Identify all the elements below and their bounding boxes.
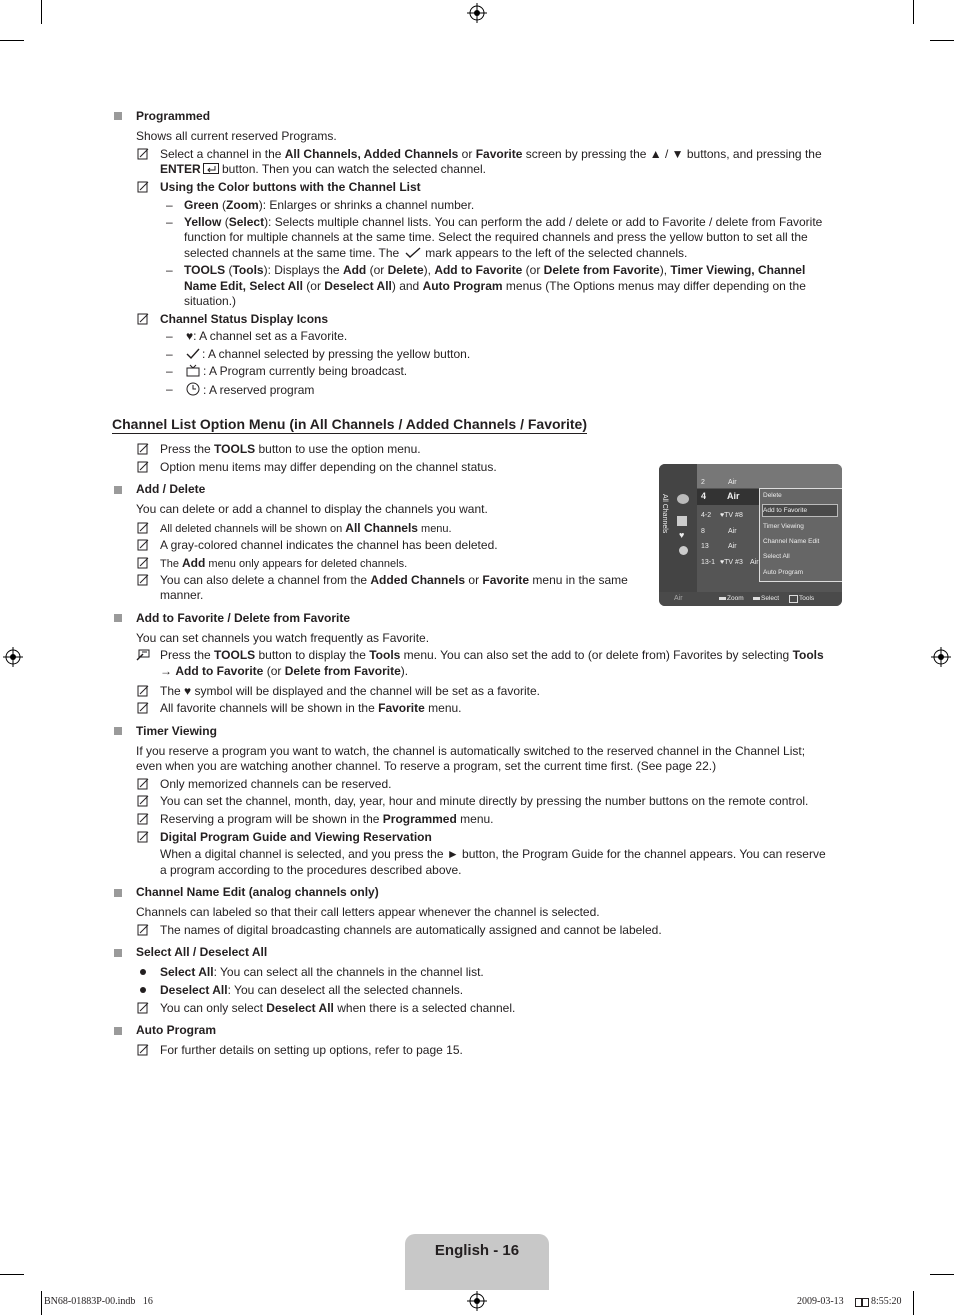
note-icon [137, 813, 149, 825]
osd-footer-tools: Tools [799, 595, 815, 602]
auto-program-note-1: For further details on setting up options, refer to page 15. [160, 1043, 463, 1057]
crop-mark [930, 1274, 954, 1275]
note-icon [137, 924, 149, 936]
osd-footer-zoom: Zoom [727, 595, 744, 602]
text-run: ( [225, 263, 233, 277]
note-icon [137, 1044, 149, 1056]
dash-bullet: – [166, 347, 173, 361]
osd-menu-item: Timer Viewing [763, 523, 804, 530]
status-reserved: : A reserved program [186, 382, 314, 398]
crop-mark [0, 1274, 24, 1275]
note-icon [137, 313, 149, 325]
add-delete-title: Add / Delete [136, 482, 206, 496]
add-delete-note-2: A gray-colored channel indicates the channel has been deleted. [160, 538, 498, 552]
channel-list-osd [659, 464, 842, 606]
text-run: menu. You can also set the add to (or delete from) Favorites by selecting [400, 648, 793, 662]
add-channel-icon [677, 516, 687, 526]
add-delete-note-1: All deleted channels will be shown on All Channels menu. [160, 521, 452, 535]
text-run: Tools [232, 263, 264, 277]
osd-menu-item: Channel Name Edit [763, 538, 820, 545]
osd-row-num: 2 [701, 479, 705, 486]
osd-menu-item: Delete [763, 492, 782, 499]
add-delete-desc: You can delete or add a channel to display the channels you want. [136, 502, 488, 516]
osd-row-name: ♥TV #8 [720, 512, 743, 519]
osd-row-name: ♥TV #3 [720, 559, 743, 566]
osd-footer-select: Select [761, 595, 780, 602]
osd-row-num: 4 [701, 491, 707, 501]
tools-note-icon [136, 649, 150, 661]
add-delete-note-4-line2: manner. [160, 588, 204, 602]
square-bullet-icon [114, 486, 122, 494]
crop-mark [930, 40, 954, 41]
text-run: Timer Viewing, Channel [670, 263, 806, 277]
option-menu-heading: Channel List Option Menu (in All Channels / Added Channels / Favorite) [112, 416, 587, 432]
osd-row-num: 13 [701, 543, 709, 550]
round-bullet-icon [140, 987, 146, 993]
name-edit-desc: Channels can labeled so that their call letters appear whenever the channel is selected. [136, 905, 600, 919]
favorite-title: Add to Favorite / Delete from Favorite [136, 611, 351, 625]
color-buttons-title: Using the Color buttons with the Channel List [160, 180, 421, 194]
print-date: 2009-03-13 [797, 1296, 844, 1307]
text-run: Deselect All [324, 279, 392, 293]
note-icon [137, 574, 149, 586]
select-all-bullet-2: Deselect All: You can deselect all the selected channels. [160, 983, 464, 997]
favorite-tools-line2 [160, 664, 408, 679]
text-run: Delete from Favorite [284, 664, 401, 678]
status-icons-title: Channel Status Display Icons [160, 312, 329, 326]
timer-title: Timer Viewing [136, 724, 217, 738]
favorite-desc: You can set channels you watch frequently as Favorite. [136, 631, 430, 645]
text-run: ), [423, 263, 435, 277]
round-bullet-icon [140, 969, 146, 975]
text-run: Delete [387, 263, 424, 277]
print-file-info: BN68-01883P-00.indb 16 [44, 1296, 153, 1307]
satellite-icon [677, 494, 689, 504]
heart-icon: ♥ [679, 530, 685, 540]
tv-program-icon [186, 364, 200, 377]
timer-note-4-line1: When a digital channel is selected, and you press the ► button, the Program Guide for the channel appears. You can reserve [160, 847, 826, 861]
text-run: TOOLS [184, 263, 226, 277]
note-icon [137, 685, 149, 697]
text-run: Delete from Favorite [543, 263, 660, 277]
registration-mark-icon [931, 647, 951, 667]
timer-note-3: Reserving a program will be shown in the Programmed menu. [160, 812, 494, 826]
timer-note-4: Digital Program Guide and Viewing Reservation [160, 830, 432, 844]
square-bullet-icon [114, 727, 122, 735]
crop-mark [913, 1291, 914, 1315]
programmed-desc: Shows all current reserved Programs. [136, 129, 337, 143]
select-all-title: Select All / Deselect All [136, 945, 268, 959]
clock-icon [679, 546, 688, 555]
print-glyph-box [862, 1298, 869, 1307]
yellow-button-icon [753, 597, 760, 600]
crop-mark [41, 0, 42, 24]
note-icon [137, 539, 149, 551]
timer-desc-line1: If you reserve a program you want to watch, the channel is automatically switched to the reserved channel in the Channel List; [136, 744, 806, 758]
checkmark-icon [405, 247, 421, 259]
osd-row-num: 4-2 [701, 512, 712, 519]
square-bullet-icon [114, 949, 122, 957]
note-icon [137, 1002, 149, 1014]
name-edit-note-1: The names of digital broadcasting channels are automatically assigned and cannot be labeled. [160, 923, 662, 937]
text-run: menus (The Options menus may differ depending on the [502, 279, 806, 293]
square-bullet-icon [114, 112, 122, 120]
favorite-note-1: The ♥ symbol will be displayed and the channel will be set as a favorite. [160, 684, 540, 698]
osd-footer-source: Air [674, 595, 683, 602]
programmed-note-1-line2: ENTER button. Then you can watch the selected channel. [160, 162, 486, 176]
green-zoom-item: Green (Zoom): Enlarges or shrinks a channel number. [184, 198, 475, 212]
text-run: TOOLS [214, 648, 256, 662]
text-run: (or [522, 263, 544, 277]
page-number-label: English - 16 [434, 1242, 520, 1259]
crop-mark [913, 0, 914, 24]
clock-icon [186, 382, 200, 396]
note-icon [137, 148, 149, 160]
osd-menu-item: Add to Favorite [763, 507, 808, 514]
timer-note-1: Only memorized channels can be reserved. [160, 777, 392, 791]
programmed-note-1: Select a channel in the All Channels, Added Channels or Favorite screen by pressing the ▲ / ▼ buttons, and pressing the [160, 147, 822, 161]
square-bullet-icon [114, 889, 122, 897]
text-run: Add to Favorite [175, 664, 264, 678]
registration-mark-icon [3, 647, 23, 667]
timer-note-2: You can set the channel, month, day, year, hour and minute directly by pressing the number buttons on the remote control. [160, 794, 809, 808]
status-program: : A Program currently being broadcast. [186, 364, 407, 379]
select-all-note-1: You can only select Deselect All when there is a selected channel. [160, 1001, 516, 1015]
osd-row-name: Air [728, 543, 737, 550]
crop-mark [0, 40, 24, 41]
text-run: Tools [369, 648, 401, 662]
note-icon [137, 522, 149, 534]
text-run: button to display the [255, 648, 370, 662]
print-time: 8:55:20 [871, 1296, 902, 1307]
osd-footer-bar [659, 592, 842, 606]
square-bullet-icon [114, 1027, 122, 1035]
checkmark-icon [186, 348, 200, 360]
text-run: Press the [160, 648, 215, 662]
registration-mark-icon [467, 3, 487, 23]
dash-bullet: – [166, 263, 173, 277]
dash-bullet: – [166, 198, 173, 212]
osd-row-num: 8 [701, 528, 705, 535]
option-note-2: Option menu items may differ depending on the channel status. [160, 460, 497, 474]
name-edit-title: Channel Name Edit (analog channels only) [136, 885, 379, 899]
text-run: Add to Favorite [434, 263, 523, 277]
auto-program-title: Auto Program [136, 1023, 217, 1037]
status-selected: : A channel selected by pressing the yellow button. [186, 347, 470, 362]
text-run: Name Edit, Select All [184, 279, 303, 293]
osd-row-name: Air [728, 528, 737, 535]
add-delete-note-3: The Add menu only appears for deleted channels. [160, 556, 408, 570]
note-icon [137, 557, 149, 569]
note-icon [137, 181, 149, 193]
programmed-title: Programmed [136, 109, 211, 123]
favorite-tools-line1 [160, 648, 824, 663]
tools-item-line3: situation.) [184, 294, 237, 308]
dash-bullet: – [166, 364, 173, 378]
registration-mark-icon [467, 1291, 487, 1311]
add-delete-note-4: You can also delete a channel from the Added Channels or Favorite menu in the same [160, 573, 628, 587]
note-icon [137, 795, 149, 807]
text-run: Tools [792, 648, 824, 662]
note-icon [137, 831, 149, 843]
osd-row-num: 13-1 [701, 559, 716, 566]
text-run: ) and [391, 279, 423, 293]
timer-note-4-line2: a program according to the procedures described above. [160, 863, 462, 877]
text-run: ), [659, 263, 671, 277]
green-button-icon [719, 597, 726, 600]
print-glyph-box [855, 1298, 862, 1307]
yellow-select-line3: selected channels at the same time. The mark appears to the left of the selected channels. [184, 246, 688, 260]
status-favorite: ♥: A channel set as a Favorite. [186, 329, 348, 343]
osd-menu-item: Select All [763, 553, 790, 560]
text-run: Add [342, 263, 367, 277]
osd-row-name: Air [727, 491, 740, 501]
yellow-select-line2: function for multiple channels at the same time. Select the required channels and press the yellow button to set all the [184, 230, 808, 244]
dash-bullet: – [166, 382, 173, 396]
note-icon [137, 443, 149, 455]
text-run: ): Displays the [263, 263, 343, 277]
osd-menu-item: Auto Program [763, 569, 804, 576]
note-icon [137, 461, 149, 473]
text-run: → [160, 664, 176, 678]
text-run: (or [263, 664, 285, 678]
enter-icon [203, 163, 219, 174]
option-note-1: Press the TOOLS button to use the option menu. [160, 442, 421, 456]
note-icon [137, 702, 149, 714]
favorite-note-2: All favorite channels will be shown in the Favorite menu. [160, 701, 462, 715]
osd-row-extra: Air [750, 559, 759, 566]
text-run: (or [366, 263, 388, 277]
tools-icon [789, 595, 798, 603]
osd-row-name: Air [728, 479, 737, 486]
text-run: ). [400, 664, 409, 678]
note-icon [137, 778, 149, 790]
dash-bullet: – [166, 329, 173, 343]
dash-bullet: – [166, 215, 173, 229]
heart-icon: ♥ [186, 329, 194, 343]
square-bullet-icon [114, 614, 122, 622]
select-all-bullet-1: Select All: You can select all the channels in the channel list. [160, 965, 484, 979]
timer-desc-line2: even when you are watching another channel. To reserve a program, set the current time first. (See page 22.) [136, 759, 717, 773]
osd-side-label: All Channels [661, 494, 668, 534]
tools-item-line1 [184, 263, 805, 278]
text-run: (or [302, 279, 325, 293]
text-run: Auto Program [422, 279, 503, 293]
tools-item-line2 [184, 279, 806, 294]
crop-mark [41, 1291, 42, 1315]
yellow-select-item: Yellow (Select): Selects multiple channel lists. You can perform the add / delete or add to Favorite / delete from Favorite [184, 215, 823, 229]
